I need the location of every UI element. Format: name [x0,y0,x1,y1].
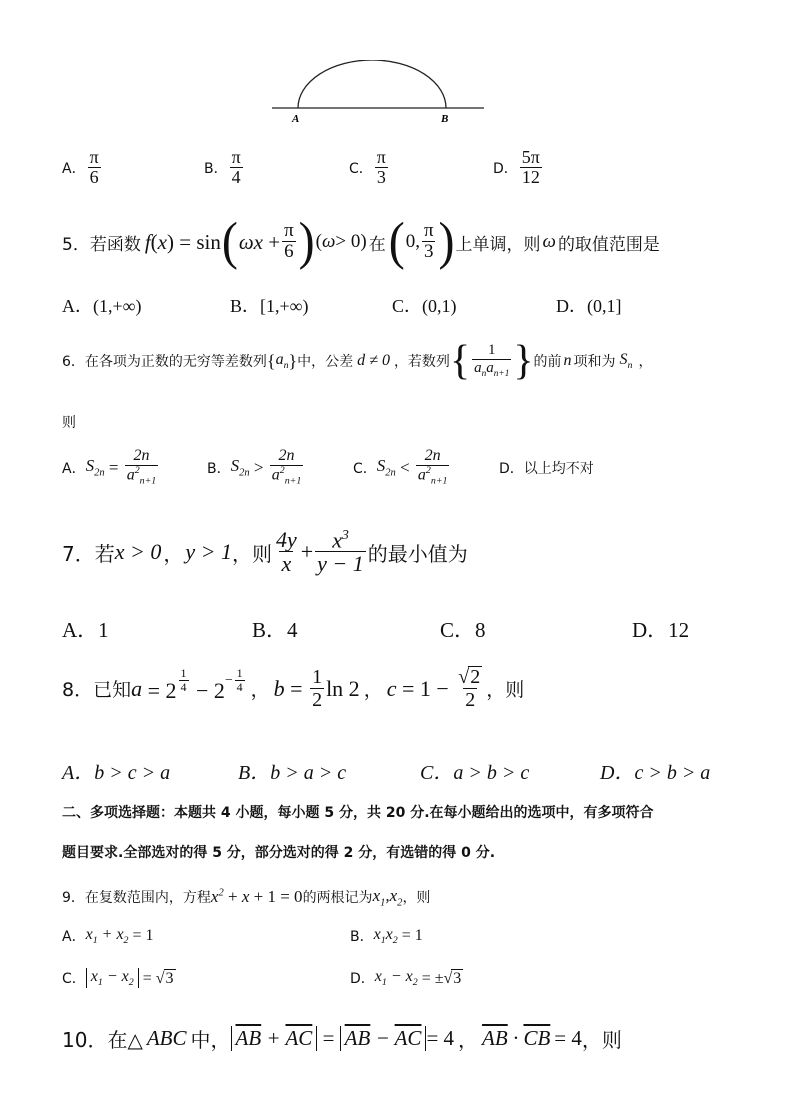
q6-ze: 则 [62,415,76,431]
q6-option-d: D．以上均不对 [499,460,594,477]
q5-option-b: B．[1,+∞) [230,296,309,316]
q8-option-d: D．c > b > a [600,762,711,784]
q7-option-c: C．8 [440,618,486,642]
q5-stem: 5．若函数 f ( x ) = sin ( ωx + $\frac{\pi}{6}$ ) ( ω > 0) 在 ( 0, $\frac{\pi}{3}$ ) 上单调，则 ω 的取值范围是 [62,212,660,271]
q8-options [62,756,710,785]
q4-option-a: A． $\frac{\pi}{6}$ [62,147,99,187]
q5-option-d: D．(0,1] [556,296,622,316]
q7-option-d: D．12 [632,618,690,642]
q9-option-d: D． $x_1 - x_2$ = ±√3 [350,968,462,989]
q5-option-c: C．(0,1) [392,296,457,316]
q6-options [62,448,594,487]
q7-option-a: A．1 [62,618,109,642]
q6-option-a: A． $S_{2n}$ = $\frac{2n}{a^2_{n+1}}$ [62,447,157,487]
q8-stem: 8．已知 a = 2 $^{\frac{1}{4}}$ − $2^{- \frac{1}{4}}$ ， b = $\frac{1}{2}$ ln 2 ， c = 1 − $\frac{√2}{2}$ ，则 [62,665,525,711]
q4-options [62,148,544,188]
arc-figure [268,60,488,124]
q5-option-a: A．(1,+∞) [62,296,142,316]
q4-option-b: B． $\frac{\pi}{4}$ [204,147,241,187]
q6-option-b: B． $S_{2n}$ > $\frac{2n}{a^2_{n+1}}$ [207,447,302,487]
arc-curve [298,60,446,108]
q4-option-c: C． $\frac{\pi}{3}$ [349,147,386,187]
q9-stem: 9．在复数范围内，方程 $x^2$ + x + 1 = 0 的两根记为 $x_1,x_2$ ，则 [62,886,431,909]
q9-option-a: A． $x_1 + x_2$ = 1 [62,926,154,947]
q9-option-b: B． $x_1x_2$ = 1 [350,926,423,947]
q6-option-c: C． $S_{2n}$ < $\frac{2n}{a^2_{n+1}}$ [353,447,448,487]
label-b: B [441,113,449,124]
q6-stem: 6．在各项为正数的无穷等差数列 { $a_n$ } 中，公差 d ≠ 0 ，若数列 { $\frac{1}{a_na_{n+1}}$ } 的前 n 项和为 $S_n$ ， [62,338,653,384]
q9-options-row2 [62,968,463,988]
q9-options-row1 [62,926,423,946]
q8-option-c: C．a > b > c [420,762,530,784]
q7-option-b: B．4 [252,618,298,642]
q7-options [62,614,689,644]
q4-option-d: D． $\frac{5\pi}{12}$ [493,147,540,187]
section2-heading-line1: 二、多项选择题：本题共 4 小题，每小题 5 分，共 20 分.在每小题给出的选项中，有多项符合 [62,805,654,821]
q5-options [62,292,622,318]
q9-option-c: C． $x_1 - x_2$ = √3 [62,968,174,989]
label-a: A [292,113,300,124]
section2-heading-line2: 题目要求.全部选对的得 5 分，部分选对的得 2 分，有选错的得 0 分. [62,845,496,861]
q8-option-a: A．b > c > a [62,762,171,784]
q10-stem: 10．在△ ABC 中， $\overline{AB} + \overline{AC}$ = $\overline{AB} - \overline{AC}$ = 4 ， $\overline{AB} \cdot \overline{CB}$ = 4 ，则 [62,1026,622,1052]
q7-stem: 7．若 x > 0 ， y > 1 ，则 $\frac{4y}{x}$ + $\frac{x^3}{y - 1}$ 的最小值为 [62,527,468,577]
q8-option-b: B．b > a > c [238,762,347,784]
